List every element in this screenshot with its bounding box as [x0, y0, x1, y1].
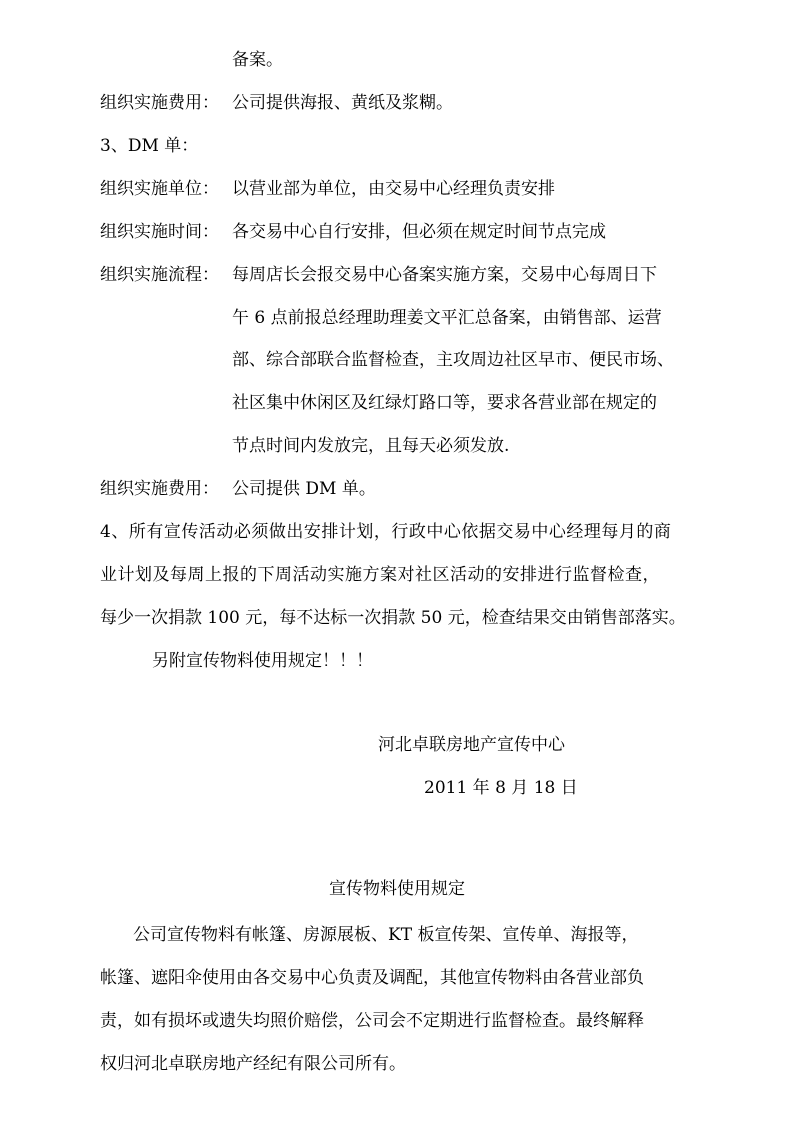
text-line-dm-process-5: 节点时间内发放完，且每天必须发放.: [232, 436, 510, 456]
field-label: 组织实施单位：: [100, 179, 219, 199]
text-line-filing: 备案。: [232, 50, 283, 70]
field-label: 组织实施时间：: [100, 222, 219, 242]
text-line-dm-process-2: 午 6 点前报总经理助理姜文平汇总备案，由销售部、运营: [232, 308, 662, 328]
text-line-item-4-3: 每少一次捐款 100 元，每不达标一次捐款 50 元，检查结果交由销售部落实。: [100, 608, 686, 628]
rules-paragraph-line-1: 公司宣传物料有帐篷、房源展板、KT 板宣传架、宣传单、海报等，: [133, 925, 639, 945]
text-line-dm-time: [100, 222, 606, 242]
rules-paragraph-line-3: 责，如有损坏或遗失均照价赔偿，公司会不定期进行监督检查。最终解释: [100, 1011, 644, 1031]
field-label: 组织实施费用：: [100, 479, 219, 499]
text-line-item-4: 4、所有宣传活动必须做出安排计划，行政中心依据交易中心经理每月的商: [100, 522, 672, 542]
section-heading-dm: 3、DM 单：: [100, 136, 199, 156]
text-line-dm-unit: [100, 179, 555, 199]
text-line-item-4-2: 业计划及每周上报的下周活动实施方案对社区活动的安排进行监督检查，: [100, 565, 660, 585]
field-label: 组织实施流程：: [100, 265, 219, 285]
text-line-dm-process: [100, 265, 657, 285]
rules-title: 宣传物料使用规定: [329, 879, 465, 899]
field-value: 每周店长会报交易中心备案实施方案，交易中心每周日下: [232, 265, 657, 285]
text-line-dm-process-4: 社区集中休闲区及红绿灯路口等，要求各营业部在规定的: [232, 393, 657, 413]
field-label: 组织实施费用：: [100, 93, 219, 113]
rules-paragraph-line-4: 权归河北卓联房地产经纪有限公司所有。: [100, 1054, 406, 1074]
signature-org: 河北卓联房地产宣传中心: [378, 735, 565, 755]
rules-paragraph-line-2: 帐篷、遮阳伞使用由各交易中心负责及调配，其他宣传物料由各营业部负: [100, 968, 644, 988]
signature-date: 2011 年 8 月 18 日: [424, 778, 578, 798]
text-line-poster-cost: [100, 93, 453, 113]
text-line-attachment-note: 另附宣传物料使用规定！！！: [152, 651, 373, 671]
field-value: 公司提供海报、黄纸及浆糊。: [232, 93, 453, 113]
text-line-dm-cost: [100, 479, 376, 499]
field-value: 公司提供 DM 单。: [232, 479, 376, 499]
field-value: 以营业部为单位，由交易中心经理负责安排: [232, 179, 555, 199]
text-line-dm-process-3: 部、综合部联合监督检查，主攻周边社区早市、便民市场、: [232, 350, 674, 370]
field-value: 各交易中心自行安排，但必须在规定时间节点完成: [232, 222, 606, 242]
